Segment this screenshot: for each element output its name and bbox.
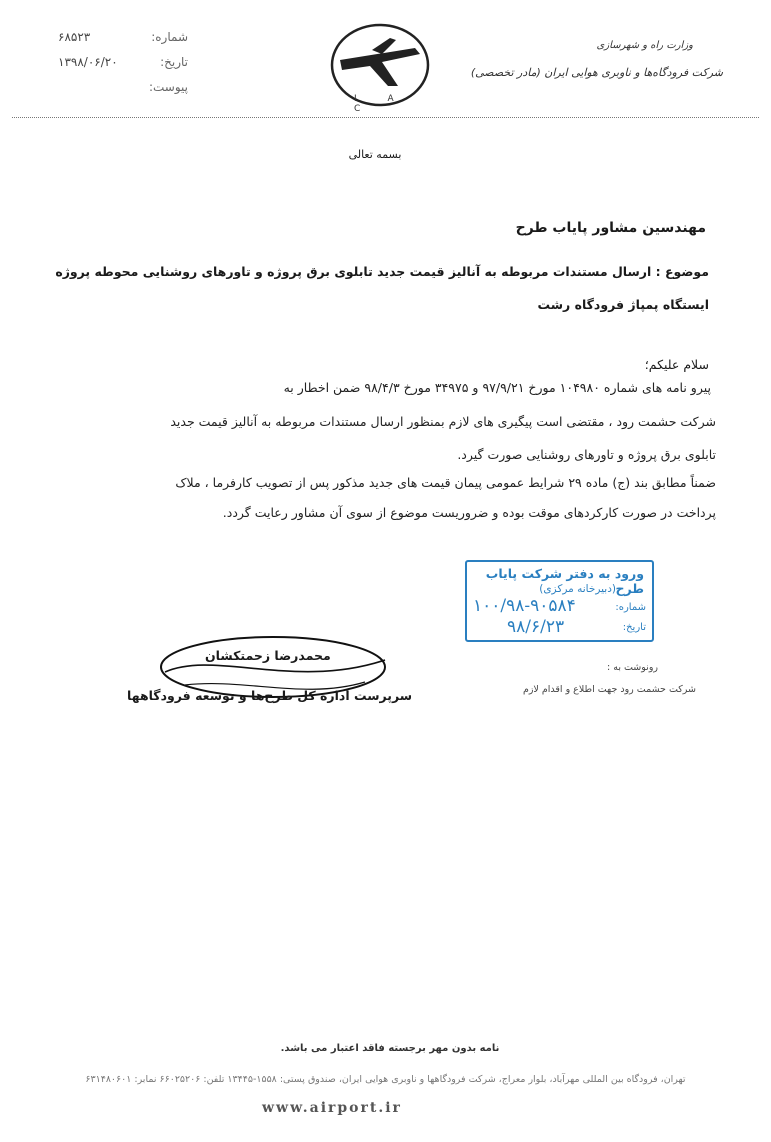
subject-line-2: ایستگاه پمپاژ فرودگاه رشت (537, 297, 709, 312)
letter-number-label: شماره: (151, 30, 188, 44)
stamp-date-label: تاریخ: (622, 622, 646, 633)
stamp-title: ورود به دفتر شرکت پایاب طرح (485, 566, 644, 596)
logo-letters: I A C (354, 94, 408, 114)
stamp-subtitle: (دبیرخانه مرکزی) (539, 583, 616, 595)
validity-note: نامه بدون مهر برجسته فاقد اعتبار می باشد. (280, 1043, 500, 1054)
recipient: مهندسین مشاور پایاب طرح (515, 220, 706, 236)
attachment-label: پیوست: (148, 80, 188, 94)
paragraph-1-line-2: شرکت حشمت رود ، مقتضی است پیگیری های لازم بمنظور ارسال مستندات مربوطه به آنالیز قیمت جدید (170, 414, 716, 429)
paragraph-1-line-3: تابلوی برق پروژه و تاورهای روشنایی صورت گیرد. (457, 447, 716, 462)
ministry-name: وزارت راه و شهرسازی (596, 40, 693, 51)
letter-number-value: ۶۸۵۲۳ (58, 30, 91, 44)
footer-website[interactable]: www.airport.ir (262, 1100, 402, 1116)
paragraph-1-line-1: پیرو نامه های شماره ۱۰۴۹۸۰ مورخ ۹۷/۹/۲۱ و ۳۴۹۷۵ مورخ ۹۸/۴/۳ ضمن اخطار به (283, 380, 711, 395)
signer-name: محمدرضا زحمتکشان (205, 648, 331, 663)
subject-line-1: موضوع : ارسال مستندات مربوطه به آنالیز قیمت جدید تابلوی برق پروژه و تاورهای روشنایی محوطه پروژه (55, 264, 709, 279)
stamp-number-label: شماره: (615, 602, 646, 613)
paragraph-2-line-1: ضمناً مطابق بند (ج) ماده ۲۹ شرایط عمومی پیمان قیمت های جدید مذکور پس از تصویب کارفرما ، ملاک (175, 475, 716, 490)
cc-line: شرکت حشمت رود جهت اطلاع و اقدام لازم (522, 684, 696, 695)
invocation: بسمه تعالی (348, 148, 402, 161)
header-divider (12, 117, 759, 118)
cc-label: رونوشت به : (607, 662, 658, 673)
stamp-number-value: ۱۰۰/۹۸-۹۰۵۸۴ (473, 596, 576, 616)
receipt-stamp (465, 560, 654, 642)
letter-date-label: تاریخ: (160, 55, 188, 69)
company-name: شرکت فرودگاه‌ها و ناوبری هوایی ایران (مادر تخصصی) (470, 66, 723, 79)
greeting: سلام علیکم؛ (644, 357, 709, 372)
letter-date-value: ۱۳۹۸/۰۶/۲۰ (58, 55, 118, 69)
footer-address: تهران، فرودگاه بین المللی مهرآباد، بلوار معراج، شرکت فرودگاهها و ناوبری هوایی ایران، صندوق پستی: ۱۵۵۸-۱۳۴۴۵ تلفن: ۶۶۰۲۵۲۰۶ نمابر: ۶۳۱۴۸۰۶۰۱ (85, 1074, 686, 1085)
signer-title: سرپرست اداره کل طرح‌ها و توسعه فرودگاهها (127, 688, 413, 703)
paragraph-2-line-2: پرداخت در صورت کارکردهای موقت بوده و ضروریست موضوع از سوی آن مشاور رعایت گردد. (222, 505, 716, 520)
company-logo (320, 20, 440, 114)
stamp-date-value: ۹۸/۶/۲۳ (507, 617, 565, 637)
